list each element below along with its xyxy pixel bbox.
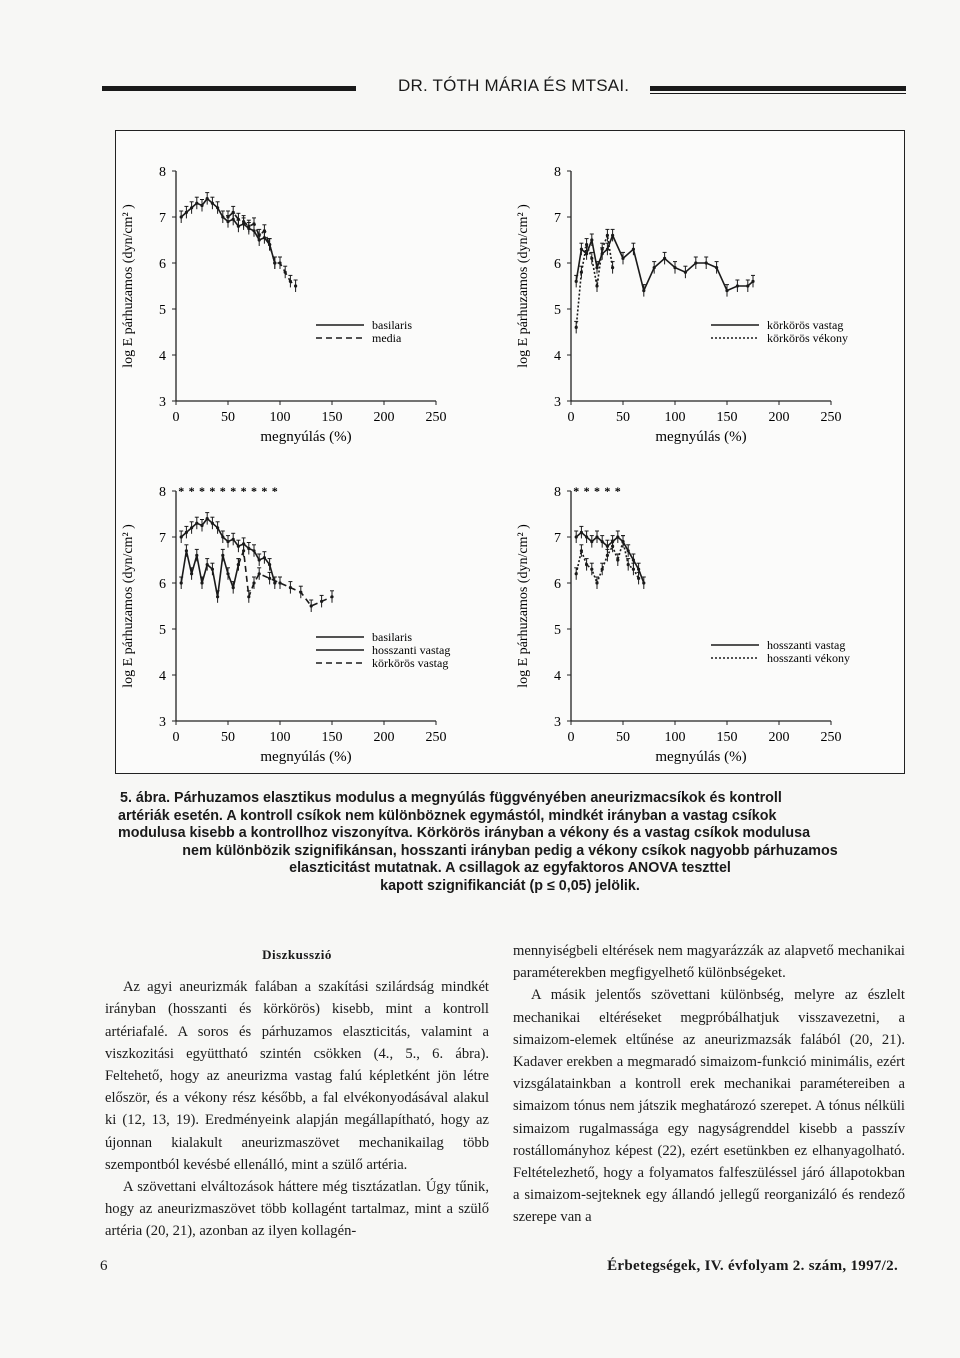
data-point	[258, 234, 261, 237]
legend-label: hosszanti vékony	[767, 651, 850, 665]
paragraph: mennyiségbeli eltérések nem magyarázzák az alapvető mechanikai paraméterekben megfigyelhető különbségeket.	[513, 943, 905, 982]
y-tick-label: 4	[554, 669, 561, 684]
data-point	[663, 257, 666, 260]
data-point	[585, 252, 588, 255]
data-point	[216, 526, 219, 529]
data-point	[627, 549, 630, 552]
y-tick-label: 8	[554, 165, 561, 180]
data-point	[237, 218, 240, 221]
legend-label: körkörös vastag	[372, 656, 449, 670]
data-point	[232, 538, 235, 541]
data-point	[195, 202, 198, 205]
x-tick-label: 0	[567, 410, 575, 425]
y-tick-label: 8	[554, 485, 561, 500]
data-point	[237, 563, 240, 566]
y-tick-label: 6	[159, 577, 166, 592]
x-axis-label: megnyúlás (%)	[655, 749, 747, 765]
x-tick-label: 150	[716, 730, 738, 745]
data-point	[200, 524, 203, 527]
data-point	[185, 531, 188, 534]
data-point	[237, 545, 240, 548]
data-point	[601, 568, 604, 571]
data-point	[273, 261, 276, 264]
data-point	[705, 261, 708, 264]
data-point	[211, 522, 214, 525]
data-point	[606, 545, 609, 548]
data-point	[616, 535, 619, 538]
x-tick-label: 250	[820, 730, 842, 745]
y-tick-label: 5	[554, 623, 561, 638]
data-point	[653, 266, 656, 269]
data-point	[284, 271, 287, 274]
data-point	[320, 600, 323, 603]
data-point	[616, 558, 619, 561]
y-tick-label: 7	[554, 531, 561, 546]
right-column	[513, 940, 905, 1229]
x-tick-label: 100	[269, 730, 291, 745]
data-point	[684, 271, 687, 274]
data-point	[642, 289, 645, 292]
data-point	[637, 577, 640, 580]
left-column	[105, 940, 489, 1243]
data-point	[180, 581, 183, 584]
data-point	[226, 572, 229, 575]
data-point	[247, 595, 250, 598]
data-point	[252, 581, 255, 584]
significance-star: *	[219, 484, 226, 498]
x-tick-label: 50	[616, 730, 630, 745]
header-rule-right	[650, 86, 906, 91]
caption-line: kapott szignifikanciát (p ≤ 0,05) jelölik.	[380, 877, 640, 894]
significance-star: *	[178, 484, 185, 498]
series-line	[181, 551, 238, 597]
data-point	[632, 568, 635, 571]
data-point	[268, 243, 271, 246]
data-point	[289, 586, 292, 589]
data-point	[216, 595, 219, 598]
significance-star: *	[209, 484, 216, 498]
y-tick-label: 6	[554, 257, 561, 272]
x-tick-label: 100	[269, 410, 291, 425]
y-tick-label: 7	[159, 531, 166, 546]
x-tick-label: 0	[172, 730, 180, 745]
y-tick-label: 5	[159, 623, 166, 638]
series-line	[181, 199, 275, 263]
data-point	[632, 248, 635, 251]
data-point	[673, 266, 676, 269]
caption-line: modulusa kisebb a kontrollhoz viszonyítva. Körkörös irányban a vékony és a vastag csíkok modulusa	[118, 825, 811, 842]
data-point	[575, 326, 578, 329]
data-point	[736, 284, 739, 287]
y-axis-label: log E párhuzamos (dyn/cm² )	[121, 524, 136, 688]
x-tick-label: 0	[172, 410, 180, 425]
data-point	[200, 581, 203, 584]
chart-panel-1	[116, 151, 506, 451]
significance-star: *	[199, 484, 205, 498]
data-point	[211, 568, 214, 571]
data-point	[595, 266, 598, 269]
paragraph: A szövettani elváltozások háttere még tisztázatlan. Úgy tűnik, hogy az aneurizmaszövet több kollagént tartalmaz, mint a szülő artéria (20, 21), azonban az ilyen kollagén-	[105, 1179, 489, 1240]
y-tick-label: 6	[159, 257, 166, 272]
caption-line: artériák esetén. A kontroll csíkok nem különböznek egymástól, mindkét irányban a vastag csíkok	[118, 807, 777, 824]
y-tick-label: 8	[159, 165, 166, 180]
running-title: DR. TÓTH MÁRIA ÉS MTSAI.	[398, 76, 630, 95]
x-tick-label: 250	[425, 730, 447, 745]
significance-star: *	[604, 484, 611, 498]
x-tick-label: 50	[221, 410, 235, 425]
data-point	[580, 531, 583, 534]
data-point	[190, 206, 193, 209]
data-point	[185, 211, 188, 214]
x-tick-label: 200	[373, 730, 395, 745]
data-point	[278, 581, 281, 584]
data-point	[289, 280, 292, 283]
significance-star: *	[573, 484, 580, 498]
x-tick-label: 150	[321, 410, 343, 425]
y-axis-label: log E párhuzamos (dyn/cm² )	[516, 204, 531, 368]
x-tick-label: 200	[768, 410, 790, 425]
data-point	[294, 284, 297, 287]
x-tick-label: 100	[664, 730, 686, 745]
data-point	[242, 549, 245, 552]
series-line	[238, 551, 332, 606]
header-rule-right-thin	[650, 93, 906, 94]
data-point	[590, 568, 593, 571]
legend-label: basilaris	[372, 630, 412, 644]
data-point	[299, 591, 302, 594]
significance-star: *	[261, 484, 268, 498]
data-point	[221, 554, 224, 557]
data-point	[226, 215, 229, 218]
legend-label: körkörös vékony	[767, 331, 848, 345]
x-tick-label: 0	[567, 730, 575, 745]
data-point	[206, 563, 209, 566]
chart-panel-3	[116, 471, 506, 771]
data-point	[611, 266, 614, 269]
data-point	[180, 535, 183, 538]
data-point	[590, 540, 593, 543]
y-axis-label: log E párhuzamos (dyn/cm² )	[121, 204, 136, 368]
data-point	[232, 586, 235, 589]
data-point	[595, 581, 598, 584]
significance-star: *	[614, 484, 621, 498]
data-point	[642, 581, 645, 584]
caption-line: 5. ábra. Párhuzamos elasztikus modulus a megnyúlás függvényében aneurizmacsíkok és kontroll	[120, 790, 782, 806]
data-point	[632, 558, 635, 561]
figure-caption	[118, 790, 902, 896]
data-point	[330, 595, 333, 598]
paragraph: Az agyi aneurizmák falában a szakítási szilárdság mindkét irányban (hosszanti és körkörös) kisebb, mint a kontroll artériafalé. A soros és párhuzamos elaszticitás, valamint a viszkozitási együttható szintén csökken (4., 5., 6. ábra). Feltehető, hogy az aneurizma vastag falú képletként jön létre először, és a vékony rész később, a fal elvékonyodásával alakul ki (12, 13, 19). Eredményeink alapján megállapítható, hogy az újonnan kialakult aneurizmaszövet mechanikailag több szempontból kevésbé ellenálló, mint a szülő artéria.	[105, 979, 489, 1173]
data-point	[310, 604, 313, 607]
significance-star: *	[240, 484, 247, 498]
data-point	[190, 526, 193, 529]
caption-line: elaszticitást mutatnak. A csillagok az egyfaktoros ANOVA teszttel	[289, 860, 731, 877]
data-point	[575, 572, 578, 575]
y-tick-label: 4	[159, 349, 166, 364]
legend-label: hosszanti vastag	[372, 643, 451, 657]
y-tick-label: 7	[159, 211, 166, 226]
y-tick-label: 4	[159, 669, 166, 684]
data-point	[606, 234, 609, 237]
data-point	[221, 535, 224, 538]
x-tick-label: 50	[221, 730, 235, 745]
data-point	[278, 261, 281, 264]
data-point	[725, 289, 728, 292]
legend-label: media	[372, 331, 402, 345]
data-point	[611, 545, 614, 548]
y-tick-label: 5	[159, 303, 166, 318]
data-point	[200, 204, 203, 207]
x-tick-label: 100	[664, 410, 686, 425]
data-point	[247, 547, 250, 550]
data-point	[268, 563, 271, 566]
legend-label: basilaris	[372, 318, 412, 332]
data-point	[226, 540, 229, 543]
data-point	[258, 558, 261, 561]
data-point	[590, 257, 593, 260]
data-point	[585, 243, 588, 246]
header-rule-left	[102, 86, 356, 91]
y-tick-label: 5	[554, 303, 561, 318]
x-axis-label: megnyúlás (%)	[260, 749, 352, 765]
figure-frame	[115, 130, 905, 774]
y-tick-label: 4	[554, 349, 561, 364]
x-tick-label: 250	[820, 410, 842, 425]
x-tick-label: 150	[716, 410, 738, 425]
data-point	[595, 284, 598, 287]
significance-star: *	[594, 484, 600, 498]
x-tick-label: 200	[373, 410, 395, 425]
data-point	[751, 280, 754, 283]
data-point	[715, 266, 718, 269]
data-point	[606, 248, 609, 251]
data-point	[195, 554, 198, 557]
caption-line: nem különbözik szignifikánsan, hosszanti irányban pedig a vékony csíkok nagyobb párhuzamos	[182, 842, 838, 859]
data-point	[637, 568, 640, 571]
legend-label: körkörös vastag	[767, 318, 844, 332]
significance-star: *	[583, 484, 590, 498]
significance-star: *	[271, 484, 278, 498]
data-point	[221, 215, 224, 218]
data-point	[580, 549, 583, 552]
data-point	[268, 577, 271, 580]
data-point	[621, 540, 624, 543]
y-tick-label: 3	[554, 395, 561, 410]
section-heading: Diszkusszió	[262, 947, 332, 962]
data-point	[216, 206, 219, 209]
y-tick-label: 3	[159, 715, 166, 730]
x-tick-label: 200	[768, 730, 790, 745]
data-point	[611, 234, 614, 237]
data-point	[206, 197, 209, 200]
data-point	[580, 248, 583, 251]
paragraph: A másik jelentős szövettani különbség, melyre az észlelt mechanikai eltéréseket megpróbálhatjuk visszavezetni, a simaizom-elemek eltűnése az aneurizmazsák falából (20, 21). Kadaver erekben a megmaradó simaizom-funkció minimális, ezért vizsgálatainkban a kontroll erek mechanikai paramétereiben a simaizom tónus nem játszik meghatározó szerepet. A tónus nélküli simaizom rugalmassága egy nagyságrenddel kisebb a passzív rostállományhoz képest (22), ezért esetünkben ez elhanyagolható. Feltételezhető, hogy a folyamatos falfeszüléssel járó állapotokban a simaizom-sejteknek egy állandó jellegű reorganizáló és rendező szerepe van a	[513, 987, 905, 1226]
data-point	[595, 535, 598, 538]
data-point	[252, 222, 255, 225]
data-point	[621, 257, 624, 260]
data-point	[746, 284, 749, 287]
data-point	[694, 261, 697, 264]
data-point	[263, 556, 266, 559]
data-point	[242, 220, 245, 223]
data-point	[252, 549, 255, 552]
data-point	[585, 563, 588, 566]
data-point	[211, 202, 214, 205]
data-point	[575, 535, 578, 538]
chart-panel-2	[511, 151, 901, 451]
data-point	[590, 238, 593, 241]
page-number: 6	[100, 1258, 108, 1274]
data-point	[601, 248, 604, 251]
significance-star: *	[230, 484, 237, 498]
data-point	[190, 572, 193, 575]
significance-star: *	[251, 484, 257, 498]
y-tick-label: 3	[554, 715, 561, 730]
data-point	[185, 549, 188, 552]
data-point	[580, 271, 583, 274]
x-tick-label: 250	[425, 410, 447, 425]
significance-star: *	[188, 484, 195, 498]
data-point	[606, 554, 609, 557]
data-point	[601, 540, 604, 543]
x-axis-label: megnyúlás (%)	[260, 429, 352, 445]
x-axis-label: megnyúlás (%)	[655, 429, 747, 445]
data-point	[575, 280, 578, 283]
data-point	[585, 535, 588, 538]
x-tick-label: 50	[616, 410, 630, 425]
data-point	[180, 215, 183, 218]
y-tick-label: 8	[159, 485, 166, 500]
data-point	[247, 225, 250, 228]
data-point	[627, 563, 630, 566]
y-tick-label: 7	[554, 211, 561, 226]
data-point	[263, 229, 266, 232]
journal-footer: Érbetegségek, IV. évfolyam 2. szám, 1997/2.	[607, 1258, 898, 1274]
y-tick-label: 3	[159, 395, 166, 410]
y-tick-label: 6	[554, 577, 561, 592]
x-tick-label: 150	[321, 730, 343, 745]
y-axis-label: log E párhuzamos (dyn/cm² )	[516, 524, 531, 688]
data-point	[195, 522, 198, 525]
data-point	[232, 211, 235, 214]
legend-label: hosszanti vastag	[767, 638, 846, 652]
data-point	[258, 572, 261, 575]
chart-panel-4	[511, 471, 901, 771]
data-point	[206, 517, 209, 520]
